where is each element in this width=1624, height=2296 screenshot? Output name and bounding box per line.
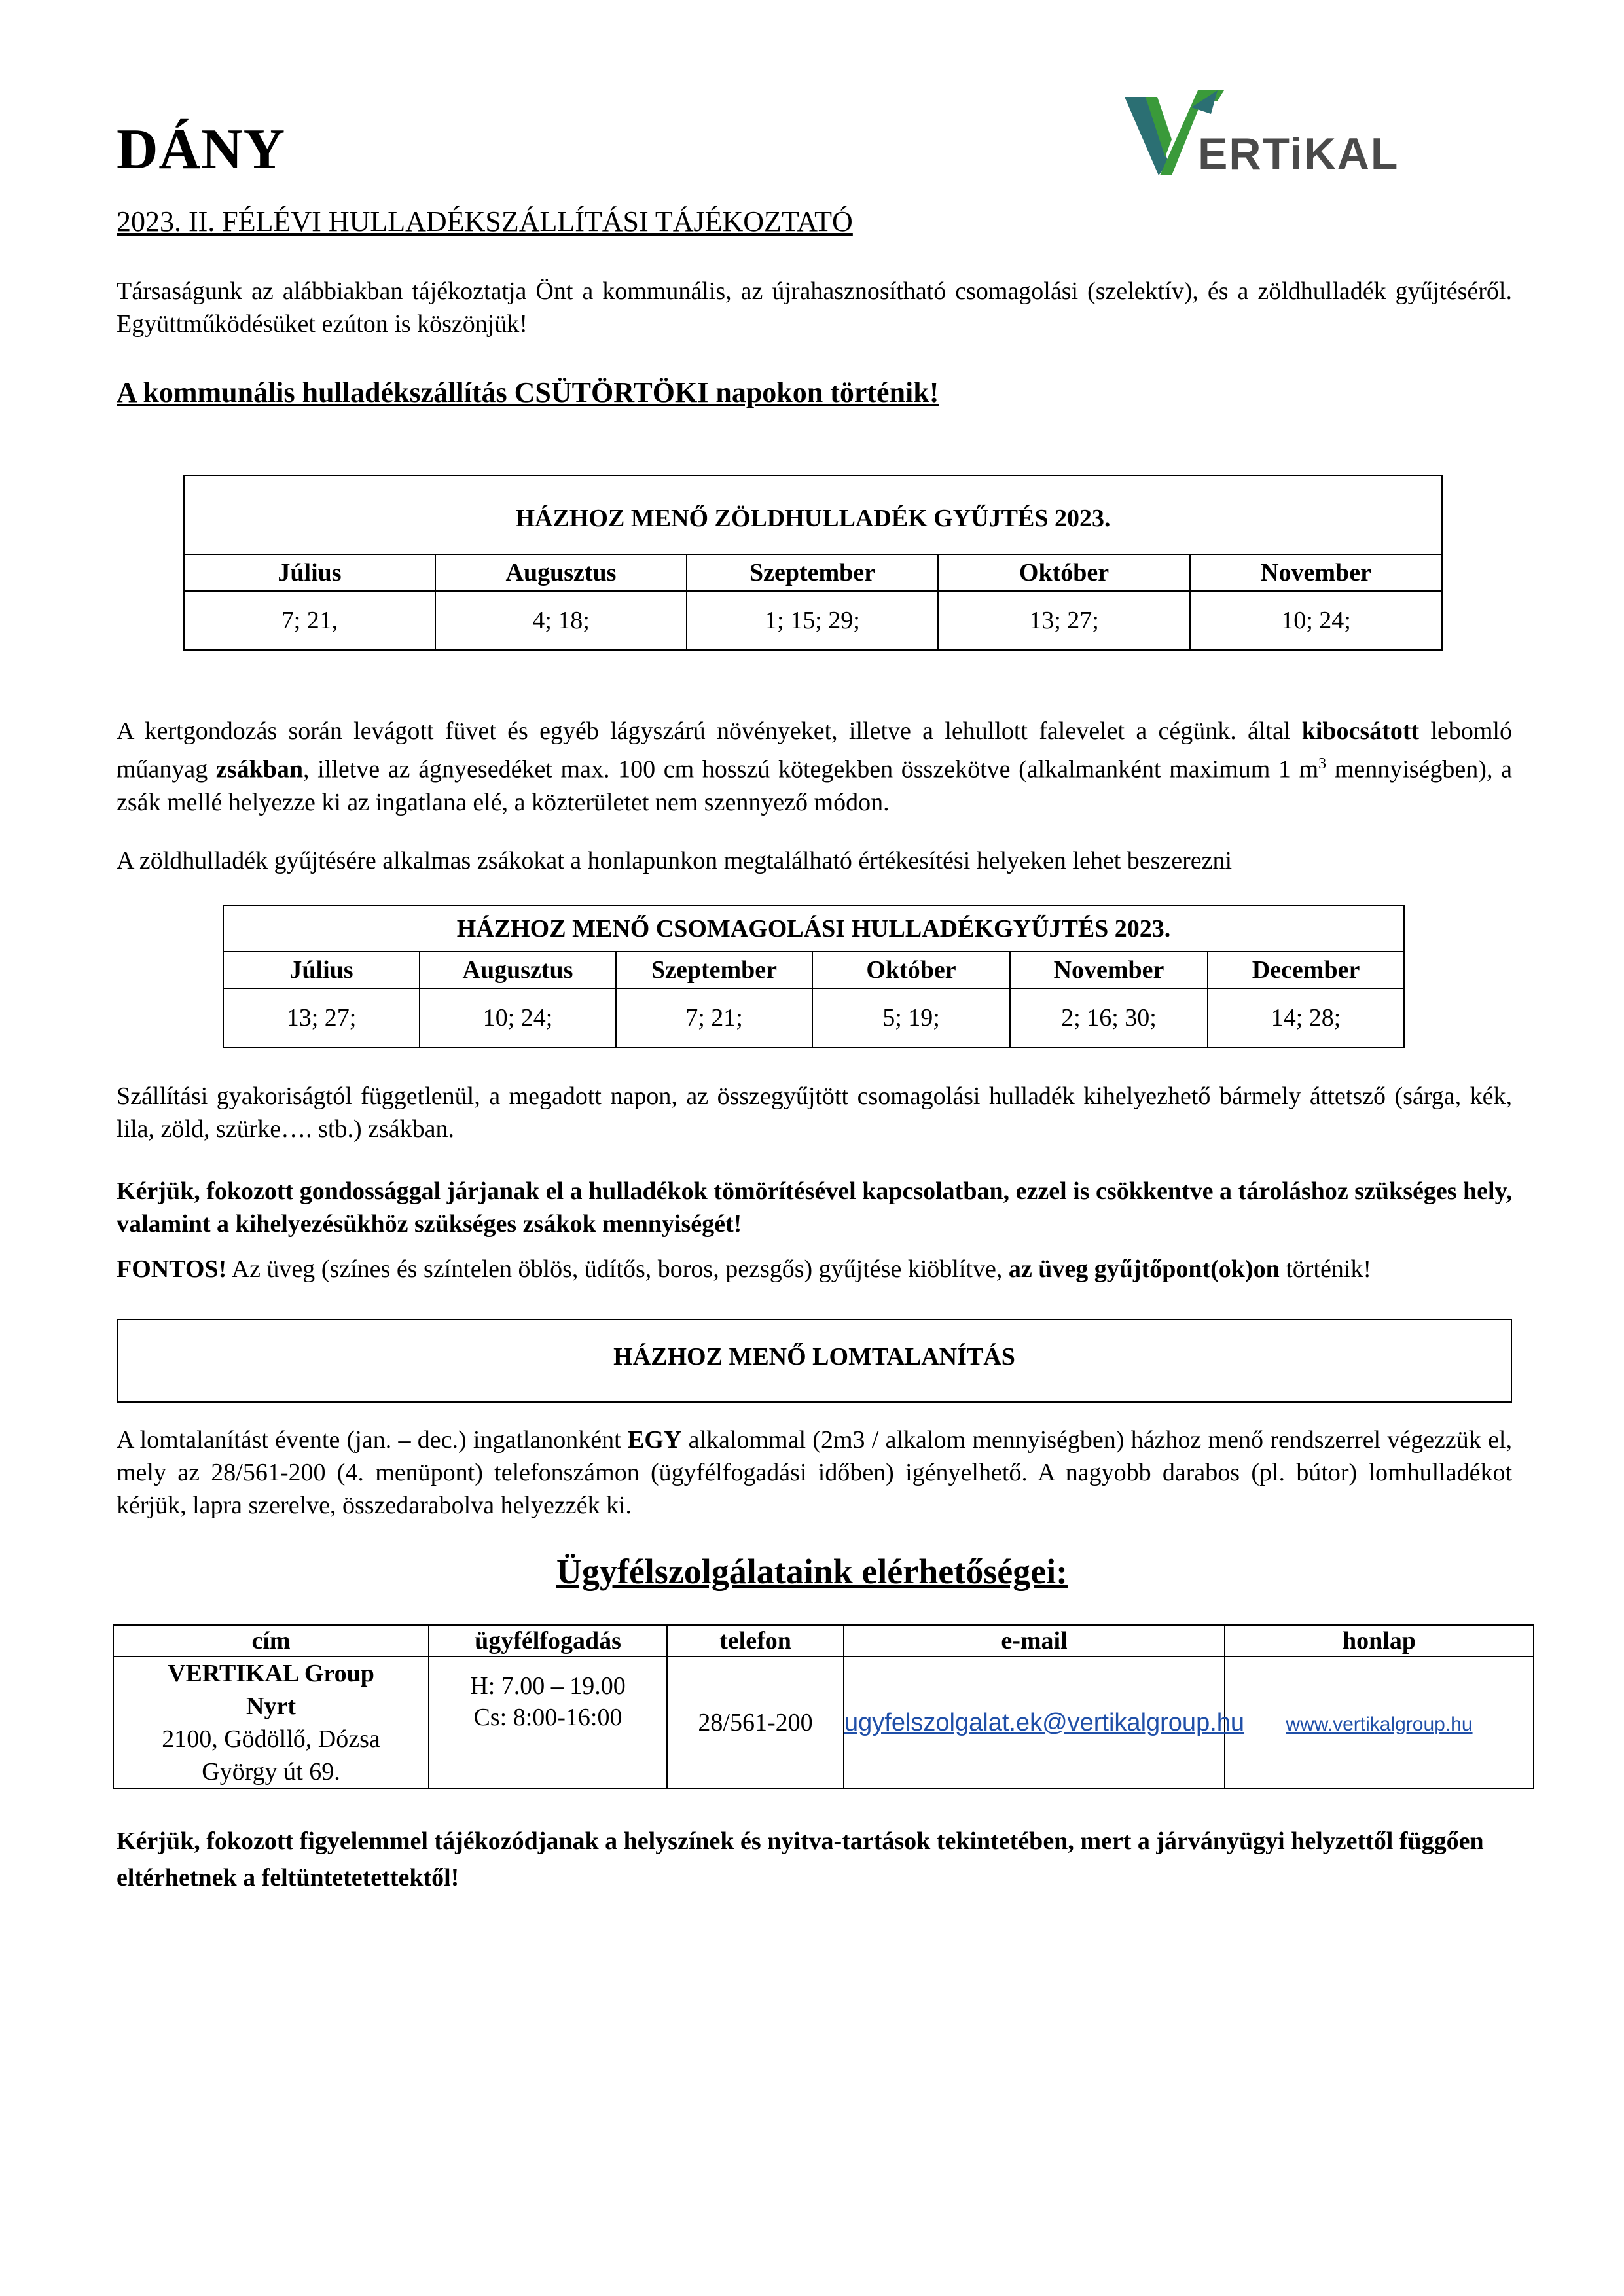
contact-hours-cell <box>429 1657 667 1789</box>
contact-col-header: e-mail <box>844 1625 1225 1657</box>
green-col-header: November <box>1190 554 1442 591</box>
green-date-cell: 1; 15; 29; <box>687 591 938 650</box>
packaging-col-header: November <box>1010 952 1208 988</box>
bulky-waste-title: HÁZHOZ MENŐ LOMTALANÍTÁS <box>613 1343 1015 1371</box>
contact-website-cell <box>1225 1657 1534 1789</box>
green-date-cell: 7; 21, <box>184 591 435 650</box>
packaging-table-title: HÁZHOZ MENŐ CSOMAGOLÁSI HULLADÉKGYŰJTÉS 2023. <box>223 906 1404 952</box>
packaging-date-cell: 10; 24; <box>420 988 616 1047</box>
packaging-date-cell: 13; 27; <box>223 988 420 1047</box>
hours-line: H: 7.00 – 19.00 <box>470 1672 626 1700</box>
green-waste-table <box>183 475 1443 651</box>
green-text-part: , illetve az ágnyesedéket max. 100 cm hosszú kötegekben összekötve (alkalmanként maximum 1 m <box>303 755 1319 783</box>
glass-text: Az üveg (színes és színtelen öblös, üdítős, boros, pezsgős) gyűjtése kiöblítve, <box>226 1255 1009 1283</box>
communal-collection-notice: A kommunális hulladékszállítás CSÜTÖRTÖKI napokon történik! <box>117 376 939 408</box>
glass-paragraph <box>117 1253 1512 1285</box>
address-line: György út 69. <box>202 1758 340 1785</box>
website-link[interactable]: www.vertikalgroup.hu <box>1286 1713 1473 1735</box>
green-date-cell: 10; 24; <box>1190 591 1442 650</box>
superscript: 3 <box>1318 755 1327 772</box>
packaging-date-cell: 2; 16; 30; <box>1010 988 1208 1047</box>
glass-important-label: FONTOS! <box>117 1255 227 1283</box>
green-text-bold: zsákban <box>215 755 304 783</box>
page-subtitle: 2023. II. FÉLÉVI HULLADÉKSZÁLLÍTÁSI TÁJÉKOZTATÓ <box>117 206 853 238</box>
green-date-cell: 13; 27; <box>938 591 1190 650</box>
green-text-part: lebomló műanyag <box>117 717 1512 783</box>
green-date-cell: 4; 18; <box>435 591 687 650</box>
packaging-date-cell: 14; 28; <box>1208 988 1404 1047</box>
contact-col-header: telefon <box>667 1625 844 1657</box>
vertikal-logo-text: ERTiKAL <box>1198 129 1399 179</box>
packaging-col-header: Szeptember <box>616 952 812 988</box>
company-name: VERTIKAL Group <box>168 1660 374 1687</box>
green-col-header: Augusztus <box>435 554 687 591</box>
packaging-paragraph: Szállítási gyakoriságtól függetlenül, a megadott napon, az összegyűjtött csomagolási hulladék kihelyezhető bármely áttetsző (sárga, kék, lila, zöld, szürke…. stb.) zsákban. <box>117 1083 1512 1143</box>
contact-table <box>113 1624 1534 1789</box>
green-text-part: A kertgondozás során levágott füvet és egyéb lágyszárú növényeket, illetve a lehullott falevelet a cégünk. által <box>117 717 1302 745</box>
contact-col-header: ügyfélfogadás <box>429 1625 667 1657</box>
bulky-text-part: alkalommal (2m3 / alkalom mennyiségben) házhoz menő rendszerrel végezzük el, mely az 28/561-200 (4. menüpont) telefonszámon (ügyfélfogadási időben) igényelhető. A nagyobb darabos (pl. bútor) lomhulladékot kérjük, lapra szerelve, összedarabolva helyezzék ki. <box>117 1426 1512 1519</box>
green-col-header: Július <box>184 554 435 591</box>
compaction-paragraph: Kérjük, fokozott gondossággal járjanak el a hulladékok tömörítésével kapcsolatban, ezzel is csökkentve a tároláshoz szükséges hely, valamint a kihelyezésükhöz szükséges zsákok mennyiségét! <box>117 1177 1512 1238</box>
packaging-col-header: Július <box>223 952 420 988</box>
packaging-col-header: Augusztus <box>420 952 616 988</box>
contact-address-cell <box>113 1657 429 1789</box>
footer-note: Kérjük, fokozott figyelemmel tájékozódjanak a helyszínek és nyitva-tartások tekintetében, mert a járványügyi helyzettől függően eltérhetnek a feltüntetetettektől! <box>117 1827 1484 1892</box>
bags-paragraph: A zöldhulladék gyűjtésére alkalmas zsákokat a honlapunkon megtalálható értékesítési helyeken lehet beszerezni <box>117 847 1233 874</box>
glass-text-end: történik! <box>1279 1255 1372 1283</box>
packaging-col-header: Október <box>812 952 1010 988</box>
intro-paragraph: Társaságunk az alábbiakban tájékoztatja Önt a kommunális, az újrahasznosítható csomagolási (szelektív), és a zöldhulladék gyűjtéséről. Együttműködésüket ezúton is köszönjük! <box>117 278 1512 338</box>
packaging-waste-table <box>223 905 1405 1048</box>
hours-line: Cs: 8:00-16:00 <box>473 1704 623 1731</box>
bulky-waste-box <box>117 1319 1512 1403</box>
contact-email-cell <box>844 1657 1245 1789</box>
company-name-suffix: Nyrt <box>246 1693 296 1720</box>
packaging-date-cell: 7; 21; <box>616 988 812 1047</box>
bulky-waste-paragraph <box>117 1424 1512 1522</box>
green-text-bold: kibocsátott <box>1301 717 1420 745</box>
address-line: 2100, Gödöllő, Dózsa <box>162 1725 380 1753</box>
green-waste-table-title: HÁZHOZ MENŐ ZÖLDHULLADÉK GYŰJTÉS 2023. <box>184 476 1442 554</box>
glass-collection-point: az üveg gyűjtőpont(ok)on <box>1008 1255 1280 1283</box>
contact-col-header: honlap <box>1225 1625 1534 1657</box>
green-text-part: mennyiségben), a zsák mellé helyezze ki az ingatlana elé, a közterületet nem szennyező módon. <box>117 755 1512 816</box>
green-col-header: Szeptember <box>687 554 938 591</box>
packaging-col-header: December <box>1208 952 1404 988</box>
contact-phone-cell: 28/561-200 <box>667 1657 844 1789</box>
packaging-date-cell: 5; 19; <box>812 988 1010 1047</box>
vertikal-logo <box>1119 84 1427 182</box>
bulky-text-part: A lomtalanítást évente (jan. – dec.) ingatlanonként <box>117 1426 628 1454</box>
email-link[interactable]: ugyfelszolgalat.ek@vertikalgroup.hu <box>844 1709 1245 1736</box>
contact-col-header: cím <box>113 1625 429 1657</box>
contact-heading: Ügyfélszolgálataink elérhetőségei: <box>556 1552 1068 1591</box>
green-col-header: Október <box>938 554 1190 591</box>
green-waste-paragraph <box>117 715 1512 819</box>
page-title: DÁNY <box>117 118 286 181</box>
bulky-text-bold: EGY <box>628 1426 682 1454</box>
